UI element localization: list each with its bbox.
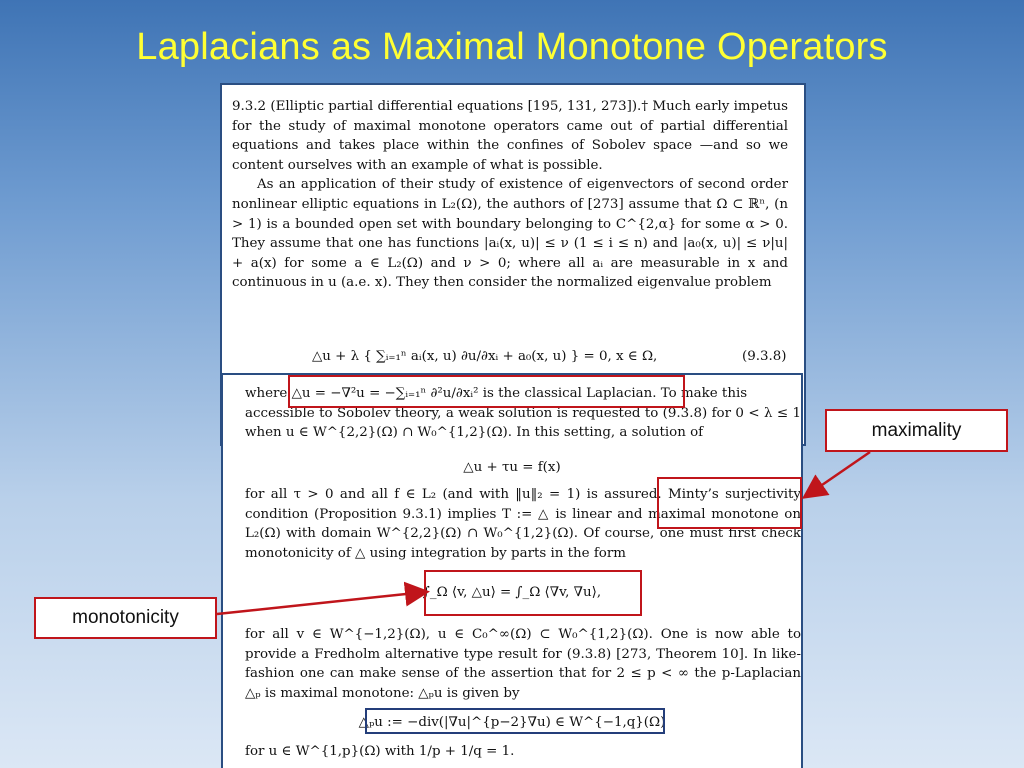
page1-equation-number: (9.3.8) bbox=[742, 349, 787, 364]
slide-title: Laplacians as Maximal Monotone Operators bbox=[136, 26, 888, 68]
page2-last-line: for u ∈ W^{1,p}(Ω) with 1/p + 1/q = 1. bbox=[245, 744, 515, 759]
monotonicity-callout: monotonicity bbox=[34, 597, 217, 639]
page2-eq3: △ₚu := −div(|∇u|^{p−2}∇u) ∈ W^{−1,q}(Ω) bbox=[358, 715, 666, 730]
page2-eq2: ∫_Ω ⟨v, △u⟩ = ∫_Ω ⟨∇v, ∇u⟩, bbox=[422, 585, 602, 600]
page2-line1: where △u = −∇²u = −∑ᵢ₌₁ⁿ ∂²u/∂xᵢ² is the classical Laplacian. To make this bbox=[245, 386, 748, 401]
monotonicity-arrow bbox=[217, 592, 425, 614]
page1-para1: 9.3.2 (Elliptic partial differential equations [195, 131, 273]).† Much early impetus for the study of maximal monotone operators came out of partial differential equations and takes place within the confines of Sobolev space —and so we content ourselves with an example of what is possible. bbox=[232, 99, 788, 173]
page2-para3: for all v ∈ W^{−1,2}(Ω), u ∈ C₀^∞(Ω) ⊂ W₀^{1,2}(Ω). One is now able to provide a Fredholm alternative type result for (9.3.8) [273, Theorem 10]. In like-fashion one can make sense of the assertion that for 2 ≤ p < ∞ the p-Laplacian △ₚ is maximal monotone: △ₚu is given by bbox=[245, 627, 801, 701]
maximality-arrow bbox=[806, 452, 870, 496]
page2-eq1: △u + τu = f(x) bbox=[463, 460, 561, 475]
page2-para1-rest: accessible to Sobolev theory, a weak solution is requested to (9.3.8) for 0 < λ ≤ 1 when u ∈ W^{2,2}(Ω) ∩ W₀^{1,2}(Ω). In this setting, a solution of bbox=[245, 405, 801, 441]
maximality-callout: maximality bbox=[825, 409, 1008, 452]
page1-equation: △u + λ { ∑ᵢ₌₁ⁿ aᵢ(x, u) ∂u/∂xᵢ + a₀(x, u) } = 0, x ∈ Ω, bbox=[312, 349, 658, 364]
page1-para2: As an application of their study of existence of eigenvectors of second order nonlinear elliptic equations in L₂(Ω), the authors of [273] assume that Ω ⊂ ℝⁿ, (n > 1) is a bounded open set with boundary belonging to C^{2,α} for some α > 0. They assume that one has functions |aᵢ(x, u)| ≤ ν (1 ≤ i ≤ n) and |a₀(x, u)| ≤ ν|u| + a(x) for some a ∈ L₂(Ω) and ν > 0; where all aᵢ are measurable in x and continuous in u (a.e. x). They then consider the normalized eigenvalue problem bbox=[232, 177, 788, 291]
page2-para2: for all τ > 0 and all f ∈ L₂ (and with ‖u‖₂ = 1) is assured. Minty’s surjectivity condition (Proposition 9.3.1) implies T := △ is linear and maximal monotone on L₂(Ω) with domain W^{2,2}(Ω) ∩ W₀^{1,2}(Ω). Of course, one must first check monotonicity of △ using integration by parts in the form bbox=[245, 487, 801, 561]
